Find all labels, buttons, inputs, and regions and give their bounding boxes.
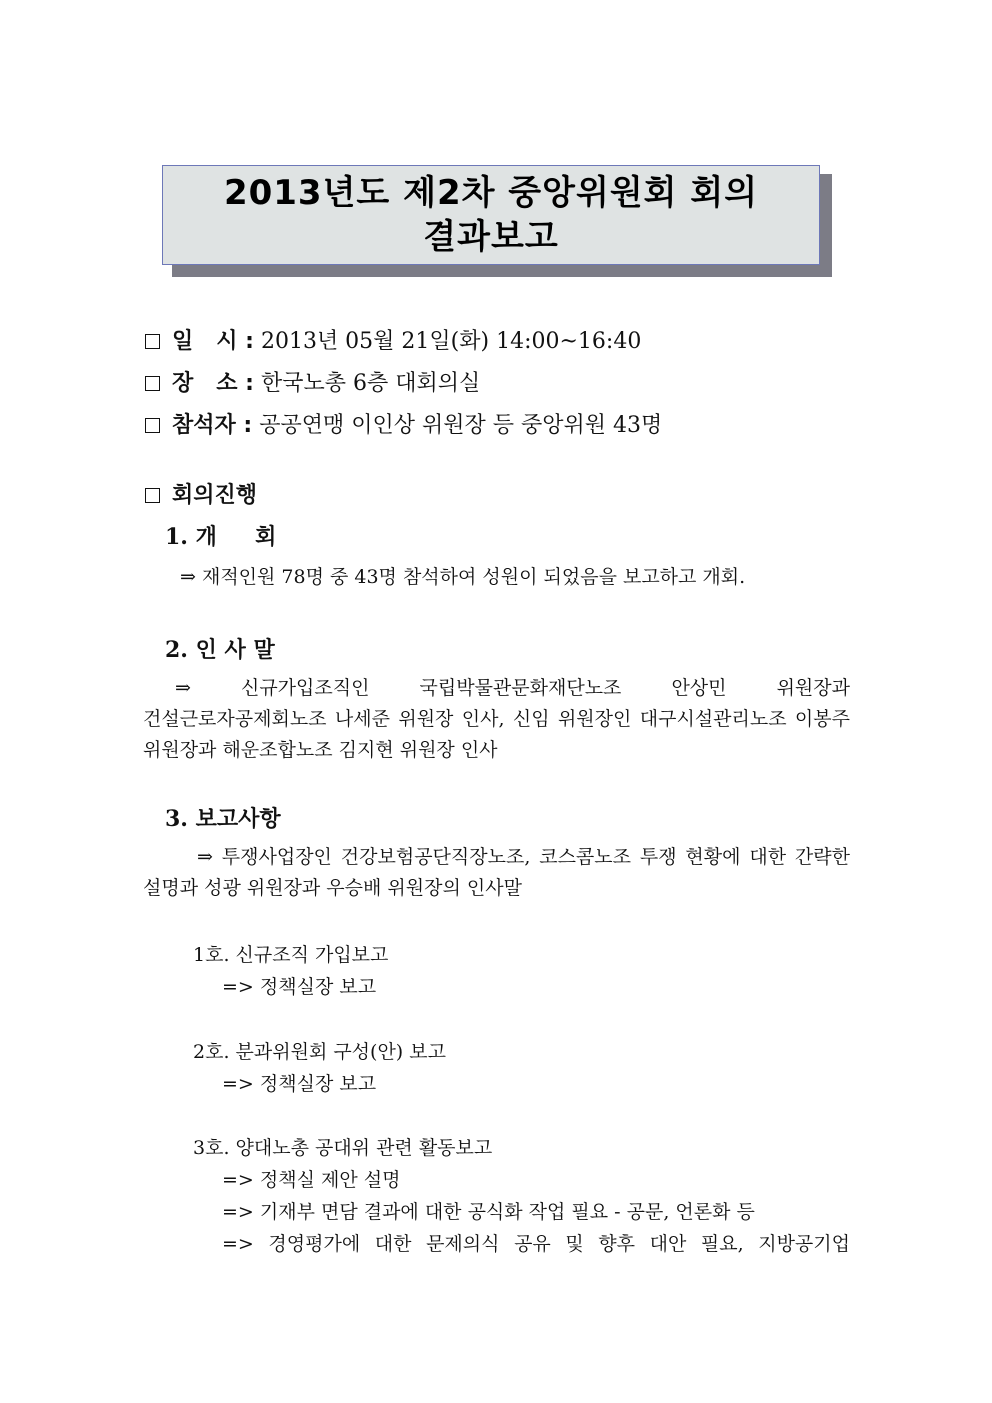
info-date	[145, 328, 641, 356]
section-1-title: 1. 개 회	[165, 524, 277, 550]
report-1-note: => 정책실장 보고	[222, 976, 377, 998]
report-2-note: => 정책실장 보고	[222, 1073, 377, 1095]
info-place-label: 장 소 :	[172, 371, 254, 396]
section-2-title: 2. 인 사 말	[165, 637, 275, 663]
title-box	[162, 165, 820, 265]
info-date-value: 2013년 05월 21일(화) 14:00~16:40	[260, 329, 642, 354]
checkbox-icon	[145, 334, 160, 349]
report-3-note-3: => 경영평가에 대한 문제의식 공유 및 향후 대안 필요, 지방공기업	[222, 1233, 850, 1255]
proceedings-heading	[145, 481, 257, 510]
proceedings-heading-label: 회의진행	[172, 482, 258, 508]
info-date-label: 일 시 :	[172, 329, 254, 354]
title-line-1: 2013년도 제2차 중앙위원회 회의	[223, 173, 759, 213]
report-3-note-1: => 정책실 제안 설명	[222, 1169, 401, 1191]
info-place-value: 한국노총 6층 대회의실	[260, 371, 481, 396]
checkbox-icon	[145, 418, 160, 433]
info-attendees	[145, 412, 662, 440]
checkbox-icon	[145, 488, 160, 503]
section-2-body: ⇒ 신규가입조직인 국립박물관문화재단노조 안상민 위원장과 건설근로자공제회노조 나세준 위원장 인사, 신임 위원장인 대구시설관리노조 이봉주 위원장과 해운조합노조 김지현 위원장 인사	[143, 677, 850, 761]
section-3-body: ⇒ 투쟁사업장인 건강보험공단직장노조, 코스콤노조 투쟁 현황에 대한 간략한 설명과 성광 위원장과 우승배 위원장의 인사말	[143, 846, 850, 899]
checkbox-icon	[145, 376, 160, 391]
info-attendees-value: 공공연맹 이인상 위원장 등 중앙위원 43명	[259, 413, 663, 438]
info-place	[145, 370, 480, 398]
report-2-title: 2호. 분과위원회 구성(안) 보고	[193, 1041, 446, 1063]
report-1-title: 1호. 신규조직 가입보고	[193, 944, 389, 966]
report-3-title: 3호. 양대노총 공대위 관련 활동보고	[193, 1137, 493, 1159]
section-3-title: 3. 보고사항	[165, 806, 281, 832]
section-1-body: ⇒ 재적인원 78명 중 43명 참석하여 성원이 되었음을 보고하고 개회.	[180, 566, 746, 588]
report-3-note-2: => 기재부 면담 결과에 대한 공식화 작업 필요 - 공문, 언론화 등	[222, 1201, 755, 1223]
title-line-2: 결과보고	[423, 217, 559, 257]
info-attendees-label: 참석자 :	[172, 413, 253, 438]
